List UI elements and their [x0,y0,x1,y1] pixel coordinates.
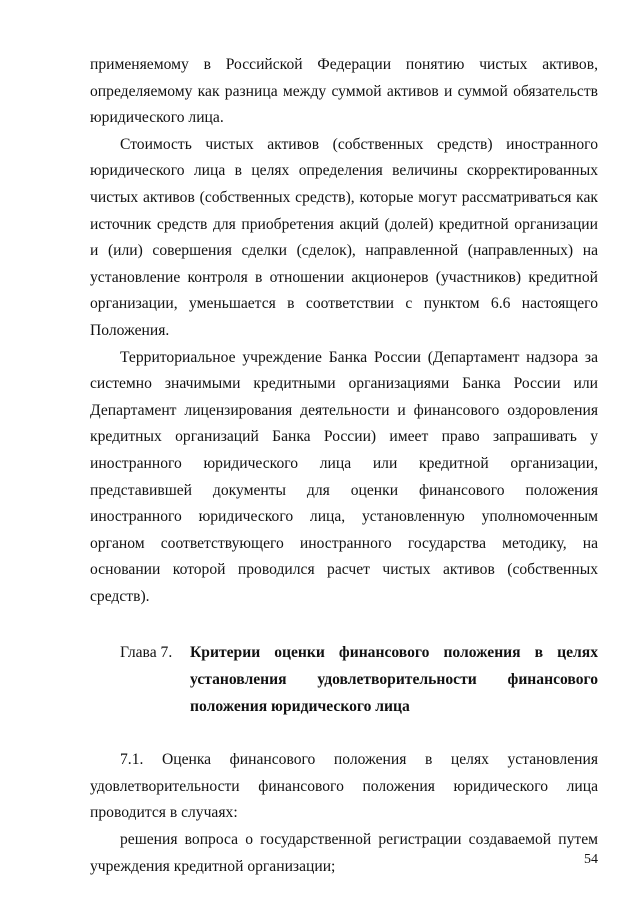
paragraph-territorial-office: Территориальное учреждение Банка России (Департамент надзора за системно значимыми кредитными организациями Банка России или Департамент лицензирования деятельности и финансового оздоровления кредитных организаций Банка России) имеет право запрашивать у иностранного юридического лица или кредитной организации, представившей документы для оценки финансового положения иностранного юридического лица, установленную уполномоченным органом соответствующего иностранного государства методику, на основании которой проводился расчет чистых активов (собственных средств). [90,348,598,605]
chapter-label: Глава 7. [120,644,173,662]
paragraph-net-assets-value: Стоимость чистых активов (собственных средств) иностранного юридического лица в целях определения величины скорректированных чистых активов (собственных средств), которые могут рассматриваться как источник средств для приобретения акций (долей) кредитной организации и (или) совершения сделки (сделок), направленной (направленных) на установление контроля в отношении акционеров (участников) кредитной организации, уменьшается в соответствии с пунктом 6.6 настоящего Положения. [90,135,598,339]
section-7-1: 7.1. Оценка финансового положения в целях установления удовлетворительности финансового положения юридического лица проводится в случаях: [90,751,598,822]
chapter-title: Критерии оценки финансового положения в целях установления удовлетворительности финансового положения юридического лица [190,644,598,715]
page-number: 54 [584,852,598,867]
chapter-heading [90,640,598,720]
paragraph-net-assets-definition: применяемому в Российской Федерации понятию чистых активов, определяемому как разница между суммой активов и суммой обязательств юридического лица. [90,56,598,127]
case-item-registration: решения вопроса о государственной регистрации создаваемой путем учреждения кредитной организации; [90,831,598,875]
document-page [90,52,598,880]
